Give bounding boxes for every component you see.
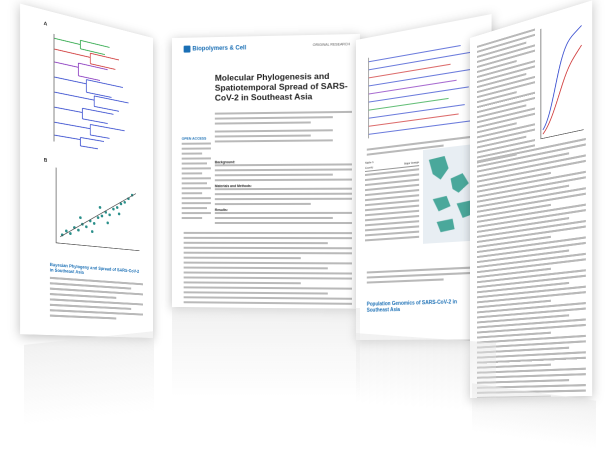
article-body xyxy=(184,232,352,308)
data-table xyxy=(365,155,419,245)
line-chart-icon xyxy=(537,11,586,144)
article-sidebar xyxy=(182,143,211,222)
publisher-logo-icon xyxy=(184,46,191,53)
abstract-label-methods: Materials and Methods: xyxy=(214,184,252,189)
article-title: Molecular Phylogenesis and Spatiotemporal Spread of SARS-CoV-2 in Southeast Asia xyxy=(214,70,348,103)
header-line: ORIGINAL RESEARCH xyxy=(312,42,350,48)
scatter-plot-icon xyxy=(50,162,143,257)
reflection-left xyxy=(24,331,154,425)
abstract-label-background: Background: xyxy=(214,160,236,165)
center-page xyxy=(172,34,360,309)
left-caption xyxy=(50,262,143,324)
table-title: Table 1 xyxy=(364,159,374,165)
panel-label-b: B xyxy=(43,157,48,165)
table-col-1: Country xyxy=(364,166,374,171)
abstract xyxy=(215,159,352,227)
left-caption-title: Bayesian Phylogeny and Spread of SARS-CoV-2 in Southeast Asia xyxy=(49,261,140,275)
open-access-label: OPEN ACCESS xyxy=(181,136,207,141)
text-block-r2-top xyxy=(477,28,535,166)
right-page-2 xyxy=(470,0,592,398)
text-block-r1 xyxy=(367,266,479,286)
abstract-label-results: Results: xyxy=(214,208,228,213)
section-heading-population-genomics: Population Genomics of SARS-CoV-2 in Southeast Asia xyxy=(366,299,458,314)
publisher-logo xyxy=(184,44,247,52)
publisher-name: Biopolymers & Cell xyxy=(192,45,247,53)
article-header-meta xyxy=(313,42,350,47)
phylogenetic-tree-icon xyxy=(50,26,138,159)
reflection-center xyxy=(172,308,360,398)
author-list xyxy=(215,111,352,128)
affiliations xyxy=(215,129,352,145)
panel-label-a: A xyxy=(43,20,48,28)
table-col-2: Major lineage xyxy=(404,160,420,166)
left-page xyxy=(20,4,153,338)
phylogenetic-tree-icon xyxy=(365,33,481,145)
